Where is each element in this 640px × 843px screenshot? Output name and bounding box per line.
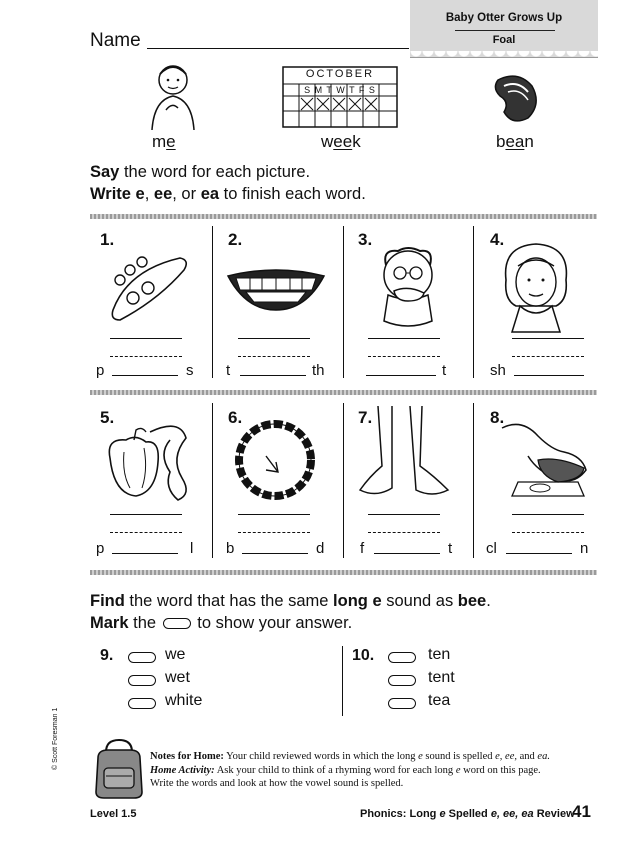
word-suffix: th (312, 362, 325, 379)
separator: , or (172, 185, 201, 203)
answer-dash (110, 356, 182, 357)
footer-text: Phonics: Long (360, 808, 437, 820)
notes-line-2 (150, 764, 600, 778)
answer-dash (238, 356, 310, 357)
example-post: k (352, 132, 361, 151)
story-tag (410, 0, 598, 58)
cleaning-hand-icon (498, 416, 590, 501)
notes-text: word on this page. (463, 764, 541, 776)
answer-choice: wet (165, 669, 190, 686)
answer-oval-icon (163, 618, 191, 629)
man-eating-icon (358, 243, 458, 333)
answer-line[interactable] (238, 514, 310, 515)
answer-dash (512, 532, 584, 533)
word-blank[interactable] (112, 553, 178, 554)
instruction-text: to finish each word. (223, 185, 366, 203)
example-vowel: ee (333, 132, 353, 151)
example-vowel: e (166, 132, 176, 151)
answer-line[interactable] (110, 338, 182, 339)
word-blank[interactable] (506, 553, 572, 554)
divider-bar-top (90, 214, 597, 219)
answer-line[interactable] (368, 338, 440, 339)
question-divider (342, 646, 343, 716)
tag-divider (455, 30, 555, 31)
word-suffix: s (186, 362, 194, 379)
answer-dash (368, 532, 440, 533)
word-prefix: sh (490, 362, 506, 379)
example-post: n (524, 132, 534, 151)
footer-italic: e, ee, ea (490, 808, 534, 820)
teeth-icon (226, 268, 326, 313)
notes-for-home (150, 750, 600, 791)
answer-line[interactable] (368, 514, 440, 515)
footer-text: Spelled (448, 808, 488, 820)
notes-text: Your child reviewed words in which the long (226, 751, 416, 762)
divider-bar-bottom (90, 570, 597, 575)
word-blank[interactable] (374, 553, 440, 554)
page-number: 41 (572, 802, 591, 821)
bead-necklace-icon (230, 418, 320, 503)
answer-line[interactable] (512, 514, 584, 515)
answer-bubble[interactable] (128, 652, 156, 663)
answer-choice: ten (428, 646, 451, 663)
item-number: 1. (100, 230, 115, 249)
peapod-icon (108, 250, 193, 325)
name-line[interactable] (147, 48, 409, 49)
word-suffix: d (316, 540, 325, 557)
answer-line[interactable] (110, 514, 182, 515)
footer-text: Review (536, 808, 575, 820)
divider-bar-mid (90, 390, 597, 395)
word-blank[interactable] (514, 375, 584, 376)
word-suffix: t (442, 362, 447, 379)
long-e-label: long e (333, 592, 382, 610)
instruction-write (90, 185, 366, 204)
answer-dash (512, 356, 584, 357)
apple-peel-icon (100, 418, 200, 503)
word-suffix: l (190, 540, 194, 557)
footer-topic (360, 808, 575, 820)
boy-icon (138, 60, 208, 130)
level-label: Level 1.5 (90, 808, 137, 820)
word-suffix: n (580, 540, 589, 557)
column-divider (473, 403, 474, 558)
word-blank[interactable] (112, 375, 178, 376)
instruction-verb: Say (90, 163, 120, 181)
instruction-text: sound as (386, 592, 454, 610)
column-divider (343, 403, 344, 558)
spelling-ee: ee (153, 185, 173, 203)
feet-icon (356, 406, 456, 501)
word-prefix: p (96, 540, 105, 557)
answer-choice: tea (428, 692, 451, 709)
backpack-icon (92, 738, 146, 800)
answer-bubble[interactable] (128, 675, 156, 686)
example-word-bean (496, 132, 534, 152)
instruction-text: the word for each picture. (123, 163, 311, 181)
period: . (486, 592, 491, 610)
instruction-text: the (133, 614, 157, 632)
notes-italic: e (418, 751, 423, 762)
item-number: 2. (228, 230, 243, 249)
word-blank[interactable] (240, 375, 306, 376)
answer-choice: tent (428, 669, 455, 686)
separator: , (144, 185, 154, 203)
answer-choice: we (165, 646, 186, 663)
bean-icon (488, 72, 540, 124)
instruction-text: the word that has the same (129, 592, 329, 610)
spelling-e: e (135, 185, 145, 203)
word-prefix: cl (486, 540, 497, 557)
example-pre: w (321, 132, 334, 151)
instruction-find (90, 592, 491, 611)
word-prefix: p (96, 362, 105, 379)
column-divider (212, 226, 213, 378)
answer-dash (238, 532, 310, 533)
copyright-notice: © Scott Foresman 1 (52, 707, 59, 770)
spelling-ea: ea (200, 185, 220, 203)
column-divider (473, 226, 474, 378)
word-prefix: b (226, 540, 235, 557)
notes-text: sound is spelled (425, 751, 493, 762)
item-number: 6. (228, 408, 243, 427)
example-pre: b (496, 132, 506, 151)
example-vowel: ea (505, 132, 525, 151)
word-prefix: t (226, 362, 231, 379)
story-subtitle: Foal (492, 34, 516, 46)
footer-italic: e (439, 808, 446, 820)
woman-face-icon (496, 240, 576, 335)
answer-bubble[interactable] (388, 652, 416, 663)
example-word-week (321, 132, 361, 152)
instruction-verb: Find (90, 592, 125, 610)
instruction-verb: Mark (90, 614, 129, 632)
answer-dash (368, 356, 440, 357)
answer-bubble[interactable] (388, 698, 416, 709)
word-blank[interactable] (242, 553, 308, 554)
item-number: 4. (490, 230, 505, 249)
word-suffix: t (448, 540, 453, 557)
answer-bubble[interactable] (388, 675, 416, 686)
notes-italic: ea. (537, 751, 550, 762)
answer-line[interactable] (512, 338, 584, 339)
home-activity-label: Home Activity: (150, 764, 215, 776)
instruction-mark (90, 614, 352, 633)
instruction-text: to show your answer. (197, 614, 353, 632)
instruction-verb: Write (90, 185, 131, 203)
target-word: bee (457, 592, 487, 610)
name-label: Name (90, 30, 141, 51)
item-number: 5. (100, 408, 115, 427)
column-divider (212, 403, 213, 558)
item-number: 3. (358, 230, 373, 249)
calendar-month: OCTOBER (305, 68, 375, 80)
example-word-me (152, 132, 176, 152)
notes-text: Ask your child to think of a rhyming word for each long (216, 764, 454, 776)
answer-line[interactable] (238, 338, 310, 339)
notes-italic: e, ee, (495, 751, 517, 762)
notes-text: and (519, 751, 535, 762)
question-number: 10. (352, 647, 375, 664)
notes-line-1 (150, 750, 600, 764)
question-number: 9. (100, 647, 114, 664)
answer-dash (110, 532, 182, 533)
column-divider (343, 226, 344, 378)
notes-italic: e (455, 764, 461, 776)
item-number: 8. (490, 408, 505, 427)
item-number: 7. (358, 408, 373, 427)
calendar-days: S M T W T F S (304, 85, 376, 95)
notes-label: Notes for Home: (150, 751, 224, 762)
instruction-say (90, 163, 310, 182)
story-title: Baby Otter Grows Up (445, 12, 563, 24)
word-prefix: f (360, 540, 365, 557)
example-pre: m (152, 132, 167, 151)
answer-bubble[interactable] (128, 698, 156, 709)
word-blank[interactable] (366, 375, 436, 376)
answer-choice: white (165, 692, 203, 709)
notes-line-3: Write the words and look at how the vowel sound is spelled. (150, 778, 404, 789)
